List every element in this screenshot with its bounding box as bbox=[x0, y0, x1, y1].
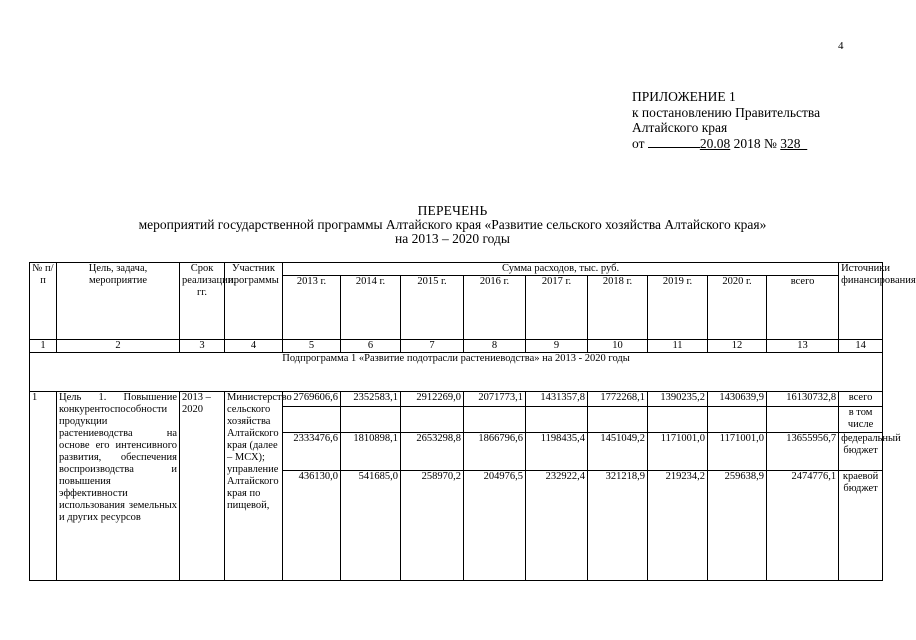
value-cell: 436130,0 bbox=[283, 471, 341, 581]
header-period: Срок реализации, гг. bbox=[180, 263, 225, 340]
column-number: 4 bbox=[225, 340, 283, 353]
value-cell: 2333476,6 bbox=[283, 433, 341, 471]
measures-table bbox=[29, 262, 916, 581]
date-prefix: от bbox=[632, 135, 645, 151]
value-cell: 1171001,0 bbox=[708, 433, 767, 471]
header-year: 2016 г. bbox=[464, 276, 526, 340]
appendix-date-line bbox=[632, 136, 820, 152]
value-cell bbox=[341, 407, 401, 433]
value-cell bbox=[283, 407, 341, 433]
header-year: 2015 г. bbox=[401, 276, 464, 340]
header-total: всего bbox=[767, 276, 839, 340]
header-year: 2014 г. bbox=[341, 276, 401, 340]
value-cell: 1430639,9 bbox=[708, 392, 767, 407]
subprogram-row bbox=[30, 353, 883, 392]
value-cell-total bbox=[767, 407, 839, 433]
value-cell: 1390235,2 bbox=[648, 392, 708, 407]
value-cell bbox=[526, 407, 588, 433]
appendix-line-2: к постановлению Правительства bbox=[632, 104, 821, 120]
header-row-1 bbox=[30, 263, 883, 276]
value-cell: 259638,9 bbox=[708, 471, 767, 581]
value-cell: 541685,0 bbox=[341, 471, 401, 581]
value-cell: 258970,2 bbox=[401, 471, 464, 581]
title-period: на 2013 – 2020 годы bbox=[395, 231, 510, 246]
value-cell bbox=[588, 407, 648, 433]
value-cell: 2352583,1 bbox=[341, 392, 401, 407]
value-cell: 2912269,0 bbox=[401, 392, 464, 407]
header-year: 2020 г. bbox=[708, 276, 767, 340]
column-numbers-row bbox=[30, 340, 883, 353]
source-cell: федеральный бюджет bbox=[839, 433, 883, 471]
title-heading: ПЕРЕЧЕНЬ bbox=[417, 203, 488, 218]
source-cell: всего bbox=[839, 392, 883, 407]
header-num: № п/п bbox=[30, 263, 57, 340]
column-number: 6 bbox=[341, 340, 401, 353]
value-cell-total: 16130732,8 bbox=[767, 392, 839, 407]
page-number: 4 bbox=[838, 40, 844, 52]
appendix-line-3: Алтайского края bbox=[632, 120, 728, 135]
row-num: 1 bbox=[30, 392, 57, 581]
header-year: 2013 г. bbox=[283, 276, 341, 340]
title-subject: мероприятий государственной программы Алтайского края «Развитие сельского хозяйства Алтайского края» bbox=[138, 217, 767, 232]
date-value: 20.08 bbox=[699, 135, 731, 151]
value-cell: 2653298,8 bbox=[401, 433, 464, 471]
appendix-block bbox=[632, 89, 820, 151]
header-year: 2019 г. bbox=[648, 276, 708, 340]
column-number: 1 bbox=[30, 340, 57, 353]
column-number: 5 bbox=[283, 340, 341, 353]
row-participant: Министерство сельского хозяйства Алтайского края (далее – МСХ); управление Алтайского края по пищевой, bbox=[225, 392, 283, 581]
date-underline bbox=[648, 136, 700, 148]
header-sum: Сумма расходов, тыс. руб. bbox=[283, 263, 839, 276]
value-cell: 1171001,0 bbox=[648, 433, 708, 471]
value-cell: 1431357,8 bbox=[526, 392, 588, 407]
column-number: 11 bbox=[648, 340, 708, 353]
source-cell: краевой бюджет bbox=[839, 471, 883, 581]
data-row-total bbox=[30, 392, 883, 407]
row-goal: Цель 1. Повышение конкурентоспособности продукции растениеводства на основе его интенсивного развития, обеспечения воспроизводства и повышения эффективности использования земельных и других ресурсов bbox=[57, 392, 180, 581]
row-period: 2013 – 2020 bbox=[180, 392, 225, 581]
value-cell-total: 2474776,1 bbox=[767, 471, 839, 581]
value-cell: 232922,4 bbox=[526, 471, 588, 581]
value-cell bbox=[708, 407, 767, 433]
value-cell: 1451049,2 bbox=[588, 433, 648, 471]
header-sources: Источники финансирования bbox=[839, 263, 883, 340]
value-cell: 321218,9 bbox=[588, 471, 648, 581]
value-cell: 219234,2 bbox=[648, 471, 708, 581]
column-number: 13 bbox=[767, 340, 839, 353]
value-cell bbox=[401, 407, 464, 433]
column-number: 14 bbox=[839, 340, 883, 353]
value-cell: 204976,5 bbox=[464, 471, 526, 581]
value-cell bbox=[464, 407, 526, 433]
number-sign: № bbox=[763, 135, 777, 151]
appendix-title: ПРИЛОЖЕНИЕ 1 bbox=[632, 89, 736, 104]
column-number: 9 bbox=[526, 340, 588, 353]
header-year: 2018 г. bbox=[588, 276, 648, 340]
value-cell: 2769606,6 bbox=[283, 392, 341, 407]
value-cell: 2071773,1 bbox=[464, 392, 526, 407]
subprogram-title: Подпрограмма 1 «Развитие подотрасли растениеводства» на 2013 - 2020 годы bbox=[30, 353, 883, 392]
document-number: 328 bbox=[780, 135, 801, 151]
value-cell-total: 13655956,7 bbox=[767, 433, 839, 471]
value-cell: 1866796,6 bbox=[464, 433, 526, 471]
header-goal: Цель, задача, мероприятие bbox=[57, 263, 180, 340]
column-number: 8 bbox=[464, 340, 526, 353]
column-number: 7 bbox=[401, 340, 464, 353]
column-number: 2 bbox=[57, 340, 180, 353]
value-cell: 1772268,1 bbox=[588, 392, 648, 407]
column-number: 10 bbox=[588, 340, 648, 353]
value-cell: 1810898,1 bbox=[341, 433, 401, 471]
header-year: 2017 г. bbox=[526, 276, 588, 340]
year: 2018 bbox=[733, 135, 761, 151]
value-cell: 1198435,4 bbox=[526, 433, 588, 471]
column-number: 3 bbox=[180, 340, 225, 353]
source-cell: в том числе bbox=[839, 407, 883, 433]
column-number: 12 bbox=[708, 340, 767, 353]
value-cell bbox=[648, 407, 708, 433]
header-participant: Участник программы bbox=[225, 263, 283, 340]
document-title bbox=[0, 204, 905, 246]
